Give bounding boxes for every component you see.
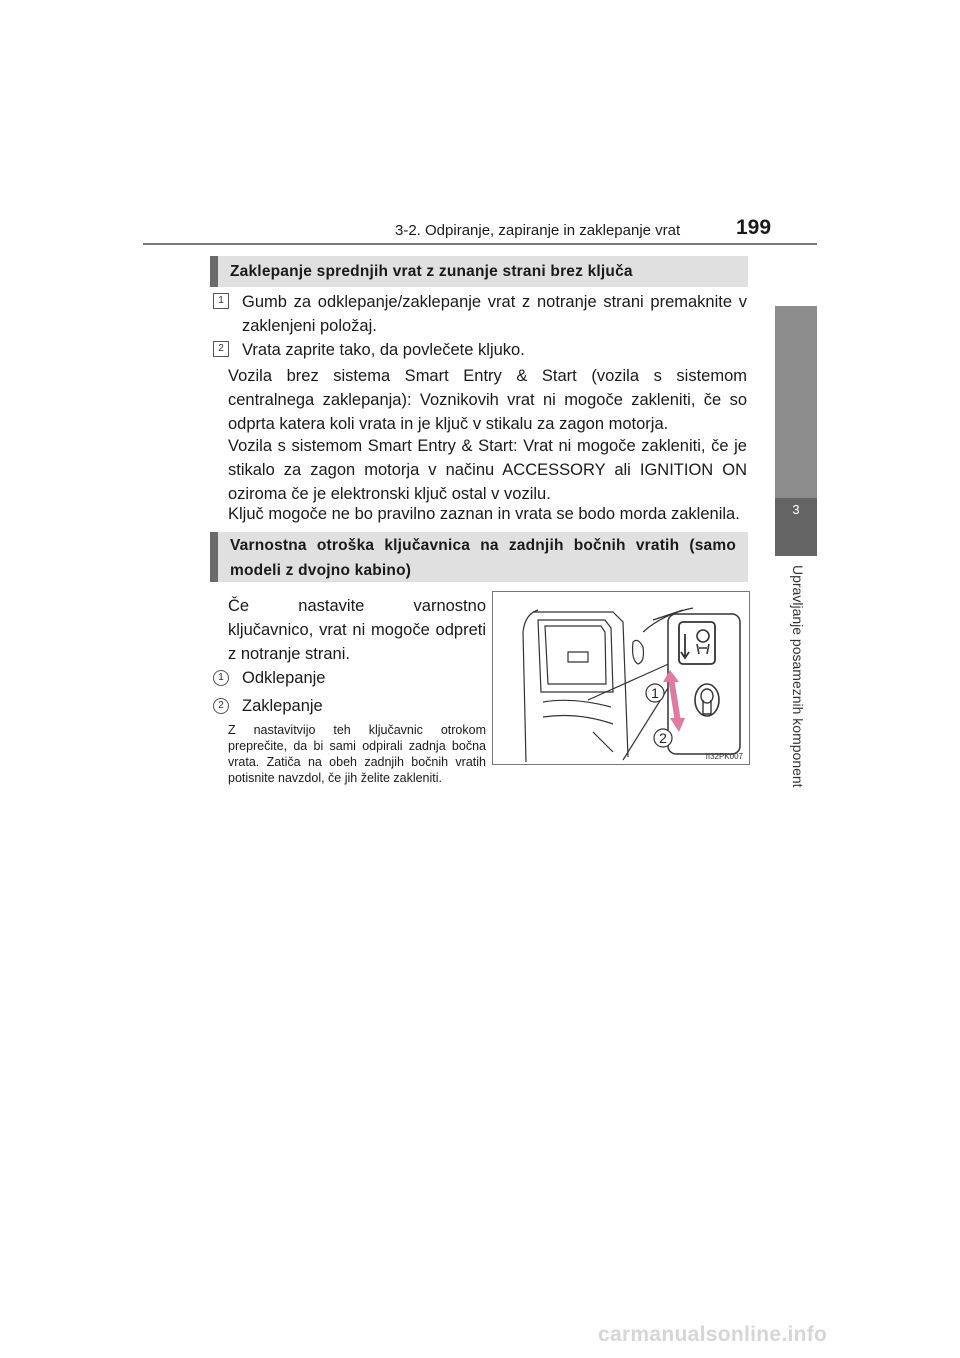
step-number-2: 2 <box>213 341 229 357</box>
section-heading-front-door-lock: Zaklepanje sprednjih vrat z zunanje strani brez ključa <box>210 256 748 287</box>
child-lock-intro: Če nastavite varnostno ključavnico, vrat ni mogoče odpreti z notranje strani. <box>228 597 486 663</box>
chapter-tab <box>775 498 817 556</box>
illustration-code: II32PK007 <box>705 752 743 761</box>
footer-watermark[interactable]: carmanualsonline.info <box>598 1323 828 1346</box>
chapter-title: Upravljanje posameznih komponent <box>790 565 806 788</box>
lock-lever <box>695 684 719 716</box>
chapter-number: 3 <box>792 502 800 517</box>
step-number-1: 1 <box>213 293 229 309</box>
page-number: 199 <box>736 216 772 239</box>
chapter-tab-bar <box>775 306 817 498</box>
section-heading-child-lock: Varnostna otroška ključavnica na zadnjih bočnih vratih (samo modeli z dvojno kabino) <box>210 532 748 582</box>
item-number-2: 2 <box>213 698 229 714</box>
paragraph-no-smart-entry: Vozila brez sistema Smart Entry & Start (vozila s sistemom centralnega zaklepanja): Voznikovih vrat ni mogoče zakleniti, če so odprta katera koli vrata in je ključ v stikalu za zagon motorja. <box>228 367 747 433</box>
header-divider <box>143 243 817 245</box>
door-illustration <box>493 592 749 764</box>
child-lock-illustration <box>492 591 750 765</box>
step-text-2: Vrata zaprite tako, da povlečete kljuko. <box>242 341 525 359</box>
item-number-1: 1 <box>213 670 229 686</box>
item-text-unlock: Odklepanje <box>242 669 326 687</box>
paragraph-smart-entry: Vozila s sistemom Smart Entry & Start: Vrat ni mogoče zakleniti, če je stikalo za zagon motorja v načinu ACCESSORY ali IGNITION ON oziroma če je elektronski ključ ostal v vozilu. <box>228 437 747 503</box>
step-text-1: Gumb za odklepanje/zaklepanje vrat z notranje strani premaknite v zaklenjeni položaj. <box>242 293 747 335</box>
item-text-lock: Zaklepanje <box>242 697 323 715</box>
child-lock-note-text: Z nastavitvijo teh ključavnic otrokom preprečite, da bi sami odpirali zadnja bočna vrata. Zatiča na obeh zadnjih bočnih vratih potisnite navzdol, če jih želite zakleniti. <box>228 723 486 785</box>
running-header-section: 3-2. Odpiranje, zapiranje in zaklepanje vrat <box>395 222 681 239</box>
child-lock-icon <box>679 622 715 664</box>
paragraph-key-detection: Ključ mogoče ne bo pravilno zaznan in vrata se bodo morda zaklenila. <box>228 505 740 523</box>
chapter-title-vertical <box>778 565 814 800</box>
callout-label-1: 1 <box>651 685 659 701</box>
child-lock-note <box>228 722 486 786</box>
callout-label-2: 2 <box>659 730 667 746</box>
